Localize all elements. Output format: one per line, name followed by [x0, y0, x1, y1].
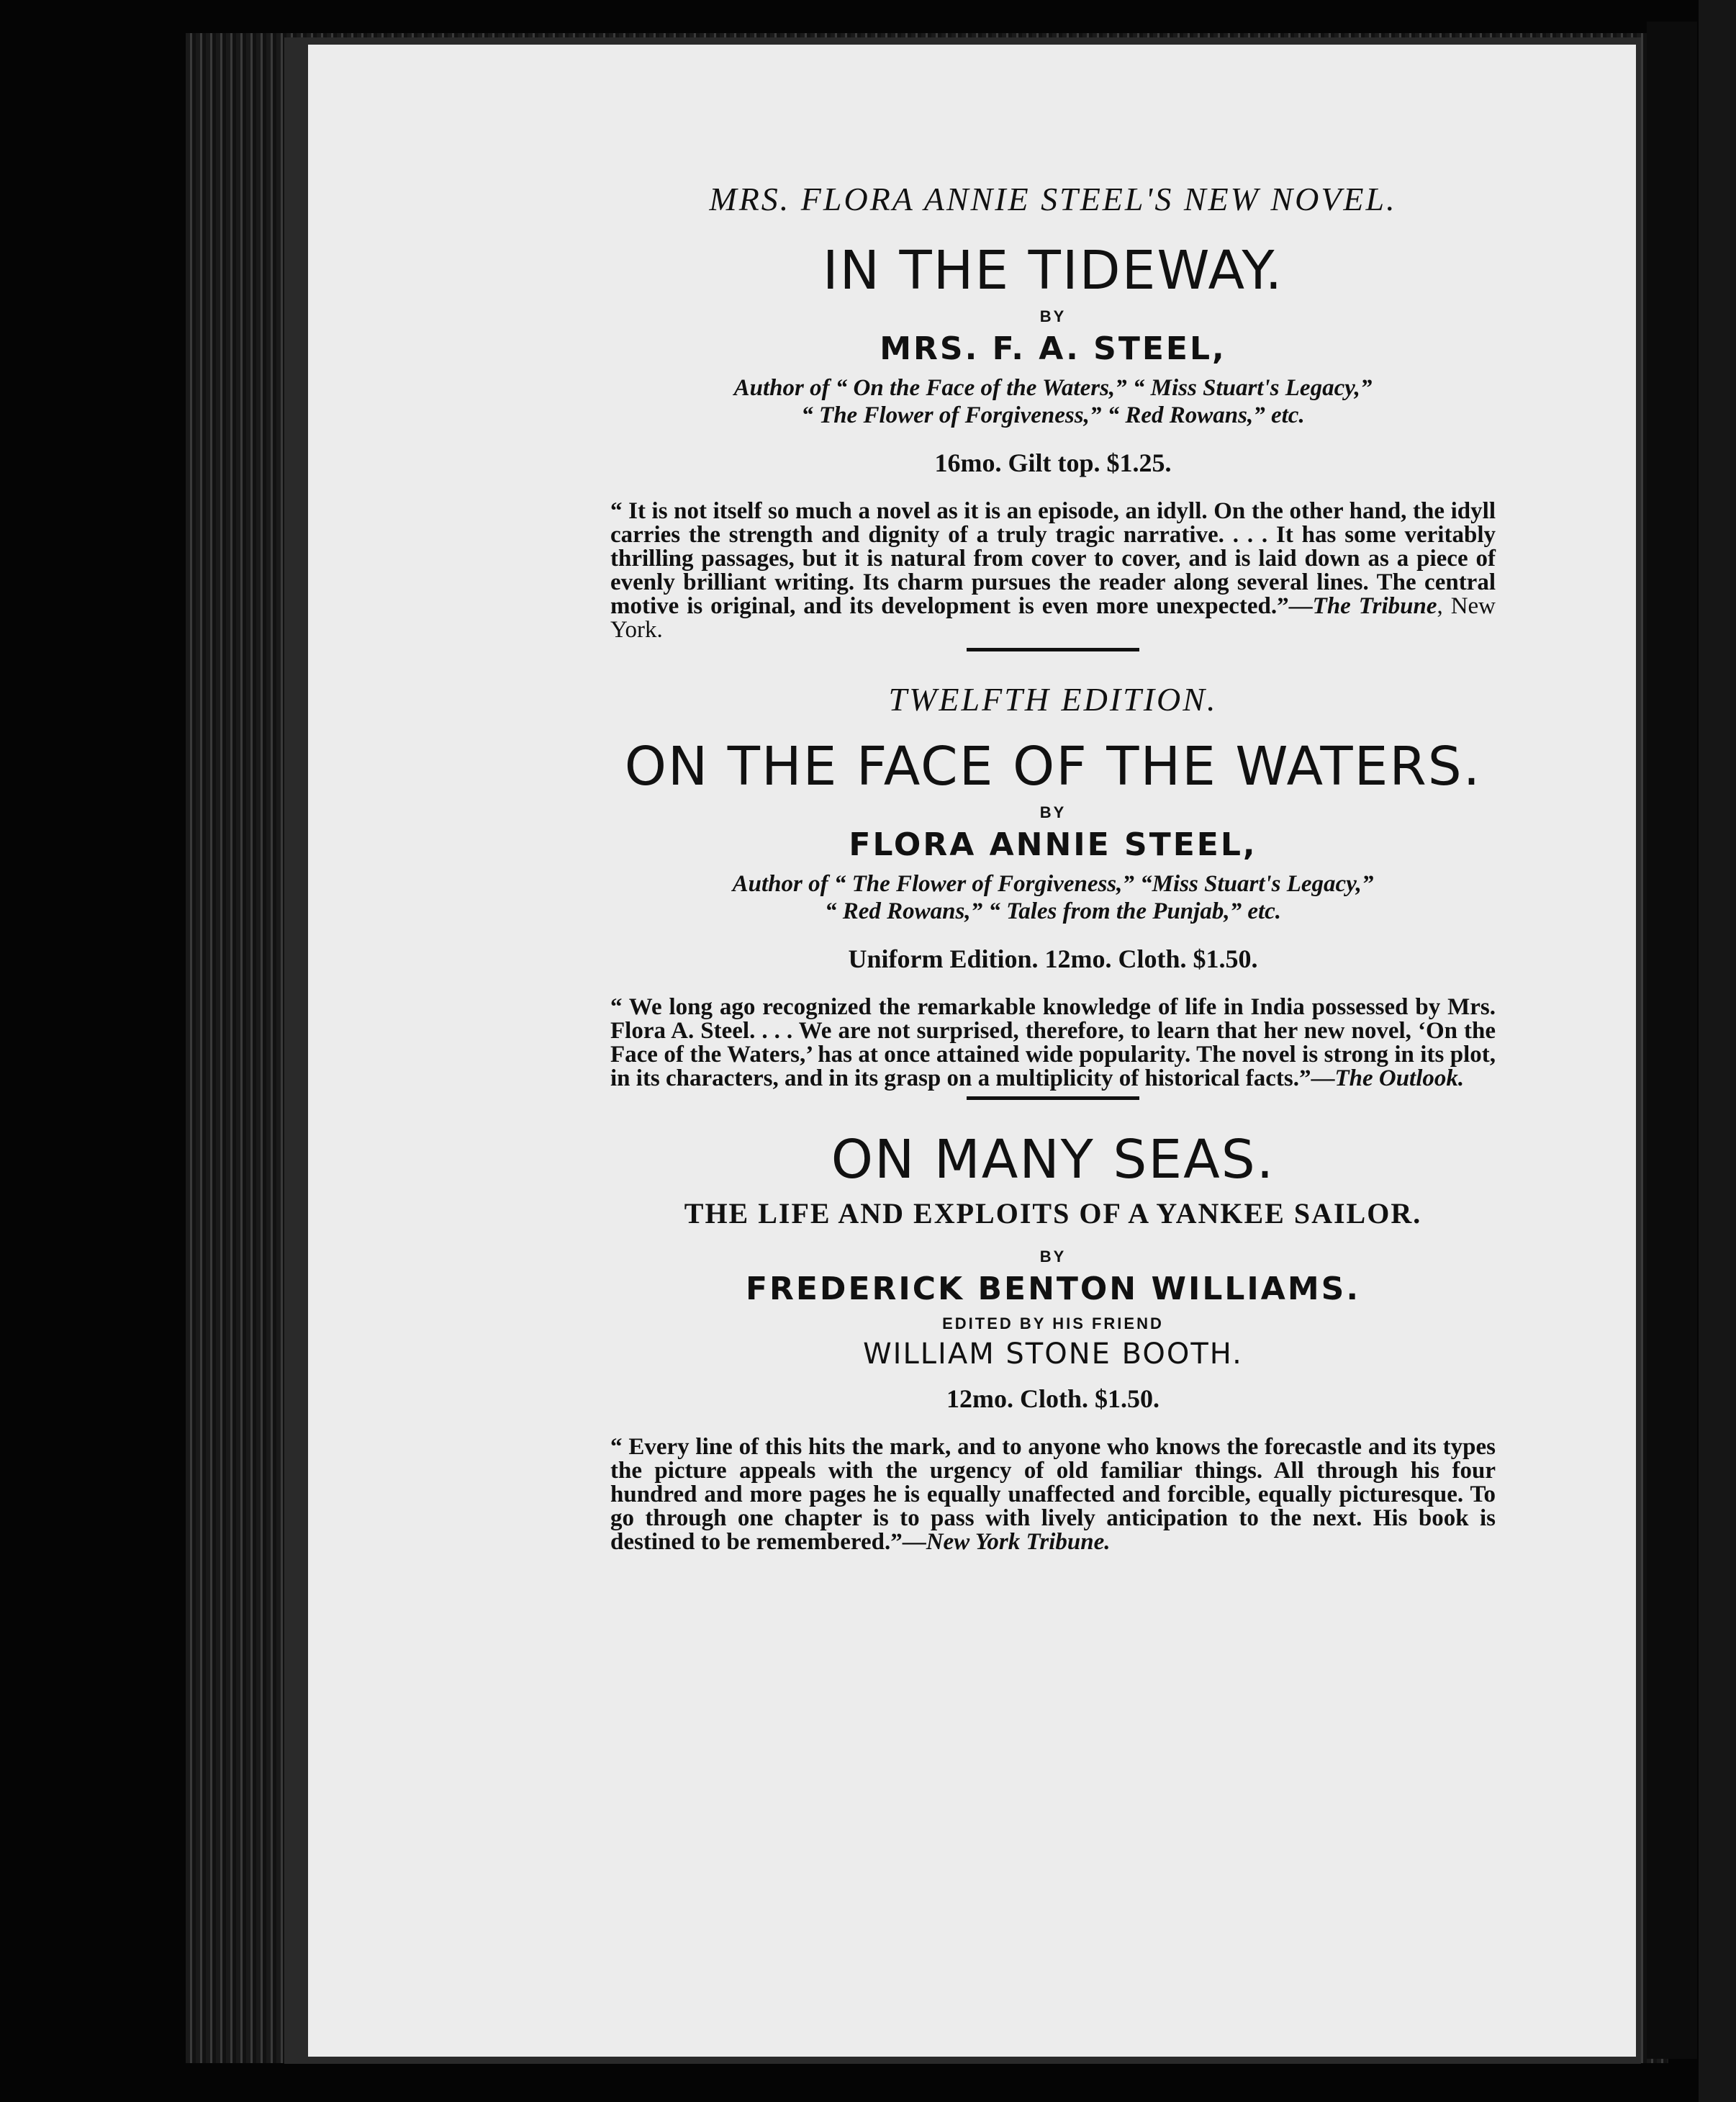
author-name: FLORA ANNIE STEEL,: [849, 826, 1257, 863]
credits-line: “ Red Rowans,” “ Tales from the Punjab,” etc.: [824, 898, 1282, 924]
section-divider: [967, 648, 1139, 651]
facing-page-edge: [1647, 22, 1697, 2059]
credits-line: “ The Flower of Forgiveness,” “ Red Rowans,” etc.: [801, 402, 1305, 428]
by-label: BY: [1039, 803, 1067, 821]
scan-border: [1699, 0, 1736, 2102]
quote-text: “ We long ago recognized the remarkable knowledge of life in India possessed by Mrs. Flora A. Steel. . . . We are not surprised, therefore, to learn that her new novel, ‘On the Face of the Waters,’ has at once attained wide popularity. The novel is strong in its plot, in its characters, and in its grasp on a multiplicity of historical facts.”—: [610, 994, 1496, 1091]
book-subtitle: THE LIFE AND EXPLOITS OF A YANKEE SAILOR.: [684, 1197, 1422, 1230]
credits-line: Author of “ The Flower of Forgiveness,” “Miss Stuart's Legacy,”: [732, 871, 1374, 897]
quote-text: “ It is not itself so much a novel as it is an episode, an idyll. On the other hand, the idyll carries the strength and dignity of a truly tragic narrative. . . . It has some veritably thrilling passages, but it is natural from cover to cover, and is laid down as a piece of evenly brilliant writing. Its charm pursues the reader along several lines. The central motive is original, and its development is even more unexpected.”—: [610, 498, 1496, 619]
book-price: Uniform Edition. 12mo. Cloth. $1.50.: [848, 944, 1258, 973]
book-listing-on-the-face-of-the-waters: [610, 680, 1496, 1091]
author-name: MRS. F. A. STEEL,: [880, 330, 1226, 367]
book-listing-in-the-tideway: [610, 180, 1496, 642]
quote-text: “ Every line of this hits the mark, and to anyone who knows the forecastle and its types the picture appeals with the urgency of old familiar things. All through his four hundred and more pages he is equally unaffected and forcible, equally picturesque. To go through one chapter is to pass with lively anticipation to the next. His book is destined to be remembered.”—: [610, 1434, 1496, 1555]
review-quote: [610, 996, 1496, 1091]
edition-header: TWELFTH EDITION.: [888, 681, 1218, 718]
series-header: MRS. FLORA ANNIE STEEL'S NEW NOVEL.: [709, 181, 1397, 217]
book-title: ON THE FACE OF THE WATERS.: [624, 736, 1482, 798]
credits-line: Author of “ On the Face of the Waters,” “ Miss Stuart's Legacy,”: [733, 375, 1373, 401]
review-quote: [610, 1435, 1496, 1554]
section-divider: [967, 1096, 1139, 1100]
review-quote: [610, 500, 1496, 642]
quote-source: The Outlook.: [1334, 1065, 1465, 1091]
author-credits: [610, 374, 1496, 429]
edited-by-label: EDITED BY HIS FRIEND: [942, 1314, 1164, 1332]
book-title: ON MANY SEAS.: [831, 1129, 1275, 1191]
book-price: 12mo. Cloth. $1.50.: [946, 1384, 1159, 1413]
book-price: 16mo. Gilt top. $1.25.: [934, 448, 1172, 477]
book-title: IN THE TIDEWAY.: [822, 240, 1284, 302]
quote-source: The Tribune: [1312, 593, 1437, 619]
by-label: BY: [1039, 307, 1067, 325]
by-label: BY: [1039, 1248, 1067, 1266]
book-listing-on-many-seas: [610, 1129, 1496, 1554]
quote-source: New York Tribune.: [926, 1529, 1111, 1555]
page-content: [610, 180, 1496, 1554]
quote-source-place: , New York.: [610, 593, 1496, 643]
editor-name: WILLIAM STONE BOOTH.: [863, 1338, 1243, 1371]
author-name: FREDERICK BENTON WILLIAMS.: [745, 1271, 1361, 1307]
author-credits: [610, 870, 1496, 925]
